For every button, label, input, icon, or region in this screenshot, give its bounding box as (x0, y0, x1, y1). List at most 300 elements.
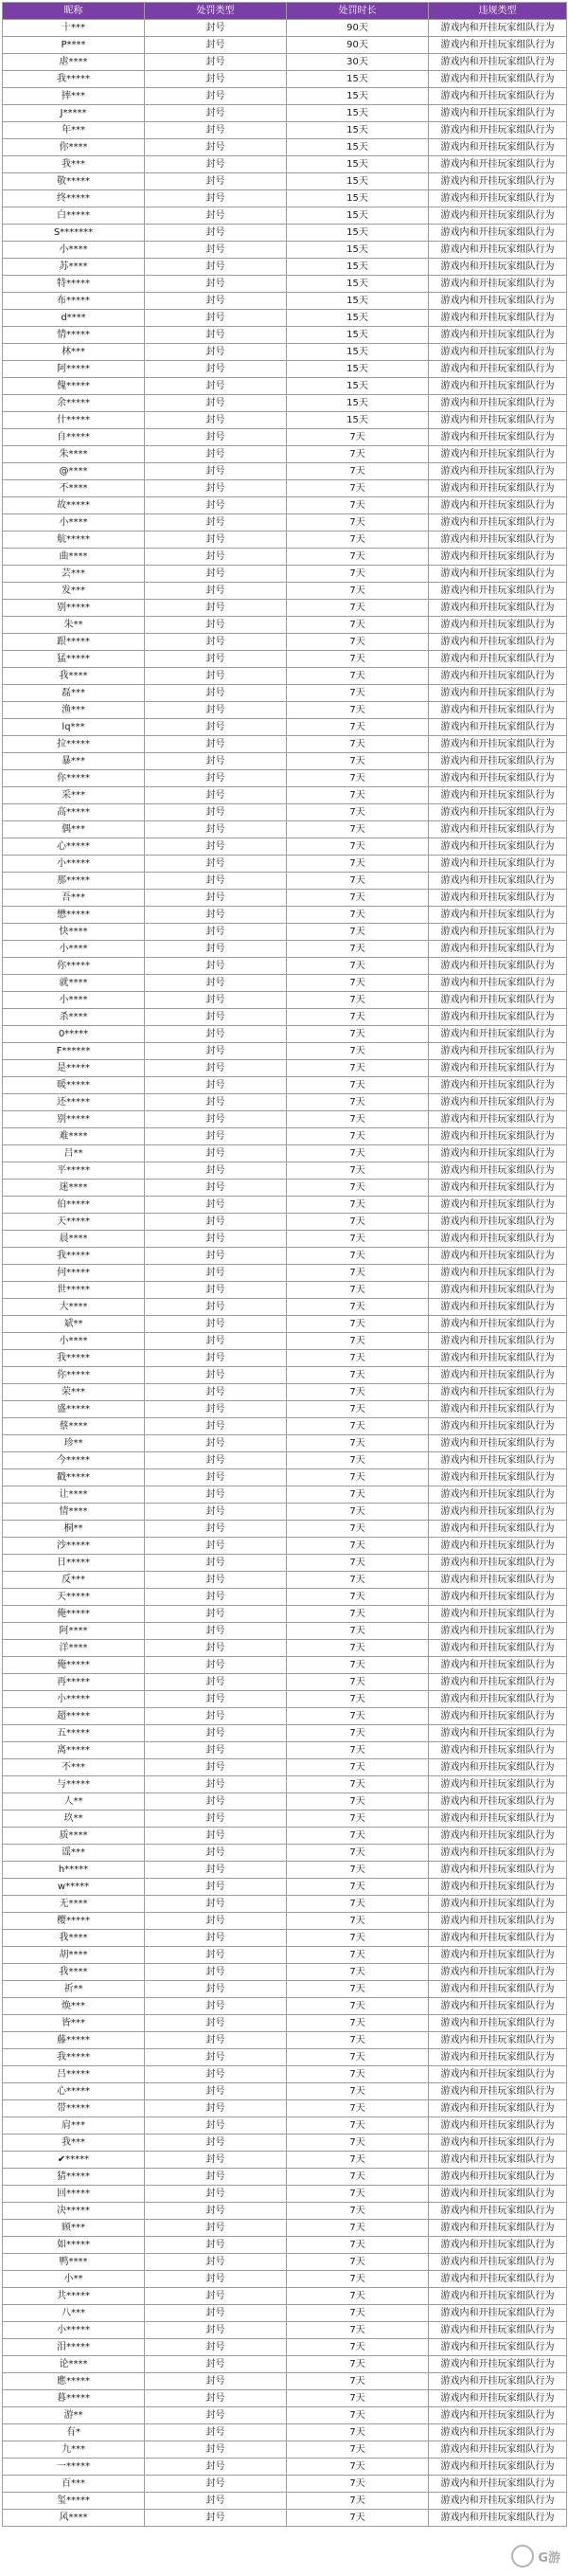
penalty-type-cell: 封号 (145, 583, 287, 600)
nickname-cell: 應***** (3, 2373, 145, 2390)
penalty-duration-cell: 7天 (287, 1162, 429, 1180)
penalty-type-cell: 封号 (145, 105, 287, 122)
penalty-duration-cell: 7天 (287, 600, 429, 617)
penalty-duration-cell: 7天 (287, 2441, 429, 2459)
penalty-duration-cell: 7天 (287, 497, 429, 514)
nickname-cell: 迷**** (3, 1180, 145, 1197)
penalty-duration-cell: 7天 (287, 2390, 429, 2407)
penalty-type-cell: 封号 (145, 753, 287, 770)
violation-type-cell: 游戏内和开挂玩家组队行为 (429, 787, 567, 804)
penalty-duration-cell: 7天 (287, 617, 429, 634)
violation-type-cell: 游戏内和开挂玩家组队行为 (429, 566, 567, 583)
violation-type-cell: 游戏内和开挂玩家组队行为 (429, 531, 567, 549)
penalty-type-cell: 封号 (145, 736, 287, 753)
penalty-type-cell: 封号 (145, 395, 287, 412)
penalty-type-cell: 封号 (145, 276, 287, 293)
penalty-type-cell: 封号 (145, 1947, 287, 1964)
nickname-cell: 樱***** (3, 1913, 145, 1930)
penalty-type-cell: 封号 (145, 1350, 287, 1367)
penalty-type-cell: 封号 (145, 702, 287, 719)
penalty-type-cell: 封号 (145, 2322, 287, 2339)
violation-type-cell: 游戏内和开挂玩家组队行为 (429, 890, 567, 907)
table-row (3, 2373, 567, 2390)
nickname-cell: 胡**** (3, 1947, 145, 1964)
penalty-duration-cell: 7天 (287, 1930, 429, 1947)
table-row (3, 1060, 567, 1077)
violation-type-cell: 游戏内和开挂玩家组队行为 (429, 1299, 567, 1316)
penalty-duration-cell: 7天 (287, 1640, 429, 1657)
penalty-type-cell: 封号 (145, 2135, 287, 2152)
penalty-duration-cell: 7天 (287, 583, 429, 600)
table-row (3, 480, 567, 497)
penalty-type-cell: 封号 (145, 1197, 287, 1214)
table-row (3, 617, 567, 634)
penalty-type-cell: 封号 (145, 1094, 287, 1111)
table-row (3, 2135, 567, 2152)
nickname-cell: 八*** (3, 2305, 145, 2322)
penalty-type-cell: 封号 (145, 2476, 287, 2493)
column-header-penalty-duration: 处罚时长 (287, 3, 429, 20)
violation-type-cell: 游戏内和开挂玩家组队行为 (429, 480, 567, 497)
table-row (3, 327, 567, 344)
nickname-cell: 你***** (3, 770, 145, 787)
violation-type-cell: 游戏内和开挂玩家组队行为 (429, 71, 567, 88)
violation-type-cell: 游戏内和开挂玩家组队行为 (429, 156, 567, 173)
penalty-type-cell: 封号 (145, 2305, 287, 2322)
table-row (3, 463, 567, 480)
nickname-cell: 谣*** (3, 1845, 145, 1862)
nickname-cell: 蔡**** (3, 1418, 145, 1435)
table-row (3, 890, 567, 907)
violation-type-cell: 游戏内和开挂玩家组队行为 (429, 1111, 567, 1128)
penalty-type-cell: 封号 (145, 139, 287, 156)
nickname-cell: 天***** (3, 1214, 145, 1231)
table-row (3, 992, 567, 1009)
violation-type-cell: 游戏内和开挂玩家组队行为 (429, 514, 567, 531)
table-row (3, 1316, 567, 1333)
penalty-duration-cell: 7天 (287, 514, 429, 531)
penalty-duration-cell: 7天 (287, 1418, 429, 1435)
violation-type-cell: 游戏内和开挂玩家组队行为 (429, 242, 567, 259)
nickname-cell: 百*** (3, 2476, 145, 2493)
table-row (3, 1930, 567, 1947)
nickname-cell: 朱** (3, 617, 145, 634)
violation-type-cell: 游戏内和开挂玩家组队行为 (429, 907, 567, 924)
nickname-cell: 阿***** (3, 361, 145, 378)
penalty-type-cell: 封号 (145, 1180, 287, 1197)
penalty-duration-cell: 15天 (287, 139, 429, 156)
penalty-type-cell: 封号 (145, 207, 287, 225)
nickname-cell: 特***** (3, 276, 145, 293)
penalty-type-cell: 封号 (145, 617, 287, 634)
violation-type-cell: 游戏内和开挂玩家组队行为 (429, 1589, 567, 1606)
violation-type-cell: 游戏内和开挂玩家组队行为 (429, 1725, 567, 1742)
table-row (3, 293, 567, 310)
violation-type-cell: 游戏内和开挂玩家组队行为 (429, 2254, 567, 2271)
penalty-duration-cell: 15天 (287, 344, 429, 361)
penalty-type-cell: 封号 (145, 1913, 287, 1930)
penalty-type-cell: 封号 (145, 873, 287, 890)
nickname-cell: 平***** (3, 1162, 145, 1180)
penalty-type-cell: 封号 (145, 1555, 287, 1572)
penalty-duration-cell: 7天 (287, 1282, 429, 1299)
table-row (3, 2356, 567, 2373)
penalty-type-cell: 封号 (145, 1282, 287, 1299)
penalty-duration-cell: 15天 (287, 122, 429, 139)
table-row (3, 1862, 567, 1879)
nickname-cell: 跟***** (3, 634, 145, 651)
nickname-cell: 阿**** (3, 1623, 145, 1640)
penalty-duration-cell: 7天 (287, 838, 429, 856)
nickname-cell: 自***** (3, 429, 145, 446)
penalty-type-cell: 封号 (145, 2356, 287, 2373)
nickname-cell: 俺***** (3, 1657, 145, 1674)
nickname-cell: 离***** (3, 1742, 145, 1759)
penalty-duration-cell: 7天 (287, 890, 429, 907)
violation-type-cell: 游戏内和开挂玩家组队行为 (429, 2220, 567, 2237)
nickname-cell: 还***** (3, 1094, 145, 1111)
penalty-duration-cell: 7天 (287, 736, 429, 753)
penalty-duration-cell: 7天 (287, 1350, 429, 1367)
violation-type-cell: 游戏内和开挂玩家组队行为 (429, 20, 567, 37)
penalty-duration-cell: 7天 (287, 1486, 429, 1504)
table-row (3, 1896, 567, 1913)
violation-type-cell: 游戏内和开挂玩家组队行为 (429, 856, 567, 873)
penalty-duration-cell: 7天 (287, 1435, 429, 1452)
penalty-type-cell: 封号 (145, 1828, 287, 1845)
penalty-type-cell: 封号 (145, 429, 287, 446)
nickname-cell: 顾*** (3, 2220, 145, 2237)
nickname-cell: 情***** (3, 327, 145, 344)
penalty-duration-cell: 7天 (287, 1265, 429, 1282)
violation-type-cell: 游戏内和开挂玩家组队行为 (429, 719, 567, 736)
penalty-duration-cell: 7天 (287, 566, 429, 583)
table-body (3, 20, 567, 2527)
violation-type-cell: 游戏内和开挂玩家组队行为 (429, 1845, 567, 1862)
violation-type-cell: 游戏内和开挂玩家组队行为 (429, 2288, 567, 2305)
nickname-cell: @**** (3, 463, 145, 480)
penalty-type-cell: 封号 (145, 2510, 287, 2527)
penalty-type-cell: 封号 (145, 310, 287, 327)
nickname-cell: 航***** (3, 531, 145, 549)
nickname-cell: ✔***** (3, 2152, 145, 2169)
penalty-duration-cell: 7天 (287, 924, 429, 941)
violation-type-cell: 游戏内和开挂玩家组队行为 (429, 2322, 567, 2339)
violation-type-cell: 游戏内和开挂玩家组队行为 (429, 1316, 567, 1333)
nickname-cell: 我**** (3, 668, 145, 685)
nickname-cell: 何***** (3, 1265, 145, 1282)
column-header-penalty-type: 处罚类型 (145, 3, 287, 20)
nickname-cell: 小**** (3, 514, 145, 531)
penalty-type-cell: 封号 (145, 2254, 287, 2271)
penalty-duration-cell: 7天 (287, 1742, 429, 1759)
penalty-type-cell: 封号 (145, 2441, 287, 2459)
penalty-duration-cell: 7天 (287, 787, 429, 804)
nickname-cell: 我***** (3, 1248, 145, 1265)
nickname-cell: 焕*** (3, 1998, 145, 2015)
table-row (3, 1282, 567, 1299)
nickname-cell: 是***** (3, 1060, 145, 1077)
penalty-duration-cell: 7天 (287, 856, 429, 873)
penalty-duration-cell: 7天 (287, 1248, 429, 1265)
violation-type-cell: 游戏内和开挂玩家组队行为 (429, 2100, 567, 2117)
penalty-type-cell: 封号 (145, 1810, 287, 1828)
table-row (3, 242, 567, 259)
table-row (3, 2322, 567, 2339)
penalty-duration-cell: 7天 (287, 1776, 429, 1793)
violation-type-cell: 游戏内和开挂玩家组队行为 (429, 293, 567, 310)
penalty-type-cell: 封号 (145, 480, 287, 497)
table-row (3, 1981, 567, 1998)
table-row (3, 446, 567, 463)
table-row (3, 2254, 567, 2271)
violation-type-cell: 游戏内和开挂玩家组队行为 (429, 463, 567, 480)
penalty-duration-cell: 7天 (287, 446, 429, 463)
penalty-duration-cell: 15天 (287, 173, 429, 190)
nickname-cell: 质**** (3, 1828, 145, 1845)
nickname-cell: 沙***** (3, 1538, 145, 1555)
nickname-cell: 带***** (3, 2100, 145, 2117)
penalty-duration-cell: 7天 (287, 1367, 429, 1384)
table-row (3, 2493, 567, 2510)
violation-type-cell: 游戏内和开挂玩家组队行为 (429, 2203, 567, 2220)
penalty-type-cell: 封号 (145, 2066, 287, 2083)
penalty-duration-cell: 7天 (287, 2424, 429, 2441)
penalty-duration-cell: 15天 (287, 242, 429, 259)
nickname-cell: 小***** (3, 2322, 145, 2339)
penalty-duration-cell: 7天 (287, 2459, 429, 2476)
table-row (3, 1504, 567, 1521)
table-row (3, 1964, 567, 1981)
nickname-cell: 如***** (3, 2237, 145, 2254)
table-row (3, 856, 567, 873)
watermark-text: G游 (538, 2550, 560, 2566)
violation-type-cell: 游戏内和开挂玩家组队行为 (429, 310, 567, 327)
penalty-duration-cell: 7天 (287, 1384, 429, 1401)
table-row (3, 1555, 567, 1572)
violation-type-cell: 游戏内和开挂玩家组队行为 (429, 1742, 567, 1759)
table-row (3, 344, 567, 361)
penalty-duration-cell: 7天 (287, 1333, 429, 1350)
violation-type-cell: 游戏内和开挂玩家组队行为 (429, 1896, 567, 1913)
table-row (3, 37, 567, 54)
violation-type-cell: 游戏内和开挂玩家组队行为 (429, 327, 567, 344)
penalty-duration-cell: 7天 (287, 2305, 429, 2322)
nickname-cell: 傀***** (3, 378, 145, 395)
table-row (3, 225, 567, 242)
violation-type-cell: 游戏内和开挂玩家组队行为 (429, 2441, 567, 2459)
violation-type-cell: 游戏内和开挂玩家组队行为 (429, 1486, 567, 1504)
violation-type-cell: 游戏内和开挂玩家组队行为 (429, 1862, 567, 1879)
penalty-type-cell: 封号 (145, 1691, 287, 1708)
violation-type-cell: 游戏内和开挂玩家组队行为 (429, 838, 567, 856)
nickname-cell: 日***** (3, 1555, 145, 1572)
penalty-type-cell: 封号 (145, 719, 287, 736)
nickname-cell: 超***** (3, 1708, 145, 1725)
penalty-duration-cell: 7天 (287, 2049, 429, 2066)
violation-type-cell: 游戏内和开挂玩家组队行为 (429, 276, 567, 293)
table-row (3, 156, 567, 173)
penalty-type-cell: 封号 (145, 2203, 287, 2220)
penalty-duration-cell: 7天 (287, 429, 429, 446)
table-row (3, 2186, 567, 2203)
nickname-cell: 暮***** (3, 2390, 145, 2407)
penalty-type-cell: 封号 (145, 1248, 287, 1265)
penalty-duration-cell: 7天 (287, 1964, 429, 1981)
penalty-type-cell: 封号 (145, 958, 287, 975)
table-row (3, 361, 567, 378)
violation-type-cell: 游戏内和开挂玩家组队行为 (429, 1657, 567, 1674)
nickname-cell: 小**** (3, 1333, 145, 1350)
penalty-duration-cell: 7天 (287, 1828, 429, 1845)
penalty-duration-cell: 7天 (287, 2083, 429, 2100)
penalty-duration-cell: 7天 (287, 1913, 429, 1930)
penalty-duration-cell: 7天 (287, 719, 429, 736)
penalty-duration-cell: 7天 (287, 2169, 429, 2186)
penalty-duration-cell: 15天 (287, 71, 429, 88)
table-row (3, 1759, 567, 1776)
violation-type-cell: 游戏内和开挂玩家组队行为 (429, 1521, 567, 1538)
penalty-type-cell: 封号 (145, 225, 287, 242)
table-row (3, 1197, 567, 1214)
table-row (3, 1657, 567, 1674)
table-row (3, 1845, 567, 1862)
table-row (3, 2288, 567, 2305)
penalty-duration-cell: 7天 (287, 1452, 429, 1469)
violation-type-cell: 游戏内和开挂玩家组队行为 (429, 190, 567, 207)
table-row (3, 1350, 567, 1367)
nickname-cell: 让**** (3, 1486, 145, 1504)
penalty-type-cell: 封号 (145, 88, 287, 105)
column-header-nickname: 昵称 (3, 3, 145, 20)
nickname-cell: 决***** (3, 2203, 145, 2220)
nickname-cell: 别***** (3, 600, 145, 617)
nickname-cell: 拉***** (3, 736, 145, 753)
violation-type-cell: 游戏内和开挂玩家组队行为 (429, 702, 567, 719)
nickname-cell: 戳***** (3, 1469, 145, 1486)
table-row (3, 651, 567, 668)
penalty-type-cell: 封号 (145, 446, 287, 463)
penalty-type-cell: 封号 (145, 1043, 287, 1060)
penalty-duration-cell: 7天 (287, 2339, 429, 2356)
violation-type-cell: 游戏内和开挂玩家组队行为 (429, 1435, 567, 1452)
penalty-type-cell: 封号 (145, 1333, 287, 1350)
violation-type-cell: 游戏内和开挂玩家组队行为 (429, 412, 567, 429)
table-row (3, 122, 567, 139)
nickname-cell: 我**** (3, 1964, 145, 1981)
penalty-duration-cell: 7天 (287, 702, 429, 719)
penalty-type-cell: 封号 (145, 2152, 287, 2169)
table-header-row (3, 3, 567, 20)
nickname-cell: 皆*** (3, 2015, 145, 2032)
violation-type-cell: 游戏内和开挂玩家组队行为 (429, 753, 567, 770)
penalty-type-cell: 封号 (145, 1162, 287, 1180)
table-row (3, 736, 567, 753)
nickname-cell: 磊*** (3, 685, 145, 702)
violation-type-cell: 游戏内和开挂玩家组队行为 (429, 1265, 567, 1282)
penalty-duration-cell: 15天 (287, 105, 429, 122)
nickname-cell: 心***** (3, 838, 145, 856)
penalty-type-cell: 封号 (145, 2083, 287, 2100)
table-row (3, 1810, 567, 1828)
violation-type-cell: 游戏内和开挂玩家组队行为 (429, 1282, 567, 1299)
violation-type-cell: 游戏内和开挂玩家组队行为 (429, 344, 567, 361)
penalty-duration-cell: 7天 (287, 2066, 429, 2083)
violation-type-cell: 游戏内和开挂玩家组队行为 (429, 821, 567, 838)
penalty-type-cell: 封号 (145, 156, 287, 173)
table-row (3, 1725, 567, 1742)
nickname-cell: 曲**** (3, 549, 145, 566)
penalty-duration-cell: 7天 (287, 1469, 429, 1486)
penalty-type-cell: 封号 (145, 1111, 287, 1128)
penalty-duration-cell: 15天 (287, 327, 429, 344)
violation-type-cell: 游戏内和开挂玩家组队行为 (429, 1776, 567, 1793)
penalty-duration-cell: 7天 (287, 549, 429, 566)
nickname-cell: 吕***** (3, 2066, 145, 2083)
table-row (3, 310, 567, 327)
table-row (3, 1793, 567, 1810)
violation-type-cell: 游戏内和开挂玩家组队行为 (429, 446, 567, 463)
table-row (3, 173, 567, 190)
table-row (3, 1538, 567, 1555)
nickname-cell: 快**** (3, 924, 145, 941)
violation-type-cell: 游戏内和开挂玩家组队行为 (429, 1384, 567, 1401)
penalty-table (2, 2, 567, 2527)
penalty-duration-cell: 7天 (287, 958, 429, 975)
penalty-duration-cell: 7天 (287, 1231, 429, 1248)
nickname-cell: 盛***** (3, 1401, 145, 1418)
table-row (3, 105, 567, 122)
penalty-duration-cell: 7天 (287, 463, 429, 480)
penalty-duration-cell: 7天 (287, 1691, 429, 1708)
violation-type-cell: 游戏内和开挂玩家组队行为 (429, 395, 567, 412)
penalty-duration-cell: 7天 (287, 634, 429, 651)
violation-type-cell: 游戏内和开挂玩家组队行为 (429, 1180, 567, 1197)
nickname-cell: 反*** (3, 1572, 145, 1589)
violation-type-cell: 游戏内和开挂玩家组队行为 (429, 1469, 567, 1486)
penalty-type-cell: 封号 (145, 668, 287, 685)
penalty-duration-cell: 7天 (287, 2203, 429, 2220)
penalty-type-cell: 封号 (145, 1998, 287, 2015)
table-row (3, 1418, 567, 1435)
penalty-duration-cell: 15天 (287, 310, 429, 327)
penalty-duration-cell: 15天 (287, 276, 429, 293)
table-row (3, 2424, 567, 2441)
nickname-cell: 你***** (3, 1367, 145, 1384)
penalty-duration-cell: 7天 (287, 1589, 429, 1606)
nickname-cell: 偶*** (3, 821, 145, 838)
penalty-type-cell: 封号 (145, 907, 287, 924)
table-row (3, 1435, 567, 1452)
penalty-duration-cell: 7天 (287, 1606, 429, 1623)
penalty-list (2, 2, 566, 2527)
penalty-duration-cell: 15天 (287, 207, 429, 225)
penalty-duration-cell: 15天 (287, 395, 429, 412)
table-row (3, 378, 567, 395)
violation-type-cell: 游戏内和开挂玩家组队行为 (429, 1060, 567, 1077)
nickname-cell: 五***** (3, 1725, 145, 1742)
violation-type-cell: 游戏内和开挂玩家组队行为 (429, 1930, 567, 1947)
nickname-cell: 采*** (3, 787, 145, 804)
table-row (3, 1469, 567, 1486)
penalty-type-cell: 封号 (145, 890, 287, 907)
nickname-cell: 桐** (3, 1521, 145, 1538)
table-row (3, 1299, 567, 1316)
table-row (3, 2032, 567, 2049)
table-row (3, 1742, 567, 1759)
penalty-duration-cell: 7天 (287, 1060, 429, 1077)
penalty-type-cell: 封号 (145, 804, 287, 821)
